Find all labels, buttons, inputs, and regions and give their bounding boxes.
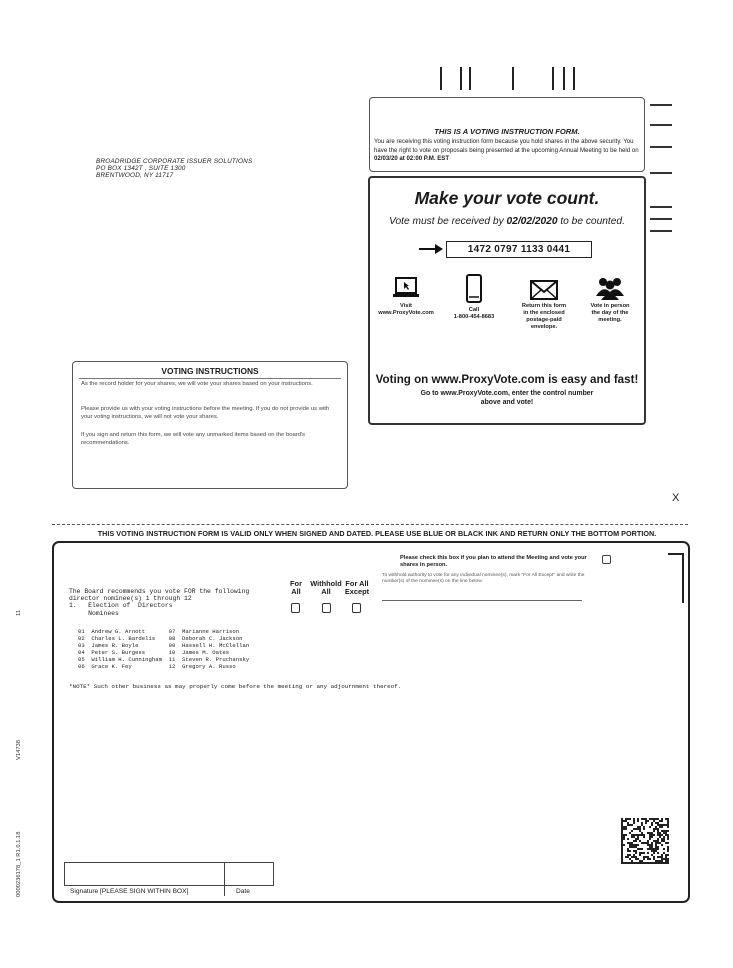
side-code-mid: V14738 <box>16 740 22 760</box>
barcode-bar <box>469 67 471 90</box>
sender-address <box>96 158 252 180</box>
sender-line: PO BOX 1342T , SUITE 1300 <box>96 165 186 173</box>
instructions-paragraph: As the record holder for your shares, we will vote your shares based on your instructions. <box>81 381 313 387</box>
option-in-person <box>578 276 642 324</box>
proxyvote-headline: Voting on www.ProxyVote.com is easy and fast! <box>375 373 639 386</box>
option-visit <box>374 276 438 317</box>
sender-line: BROADRIDGE CORPORATE ISSUER SOLUTIONS <box>96 158 253 165</box>
signature-date-divider <box>224 862 225 896</box>
proxyvote-instructions: Go to www.ProxyVote.com, enter the control number above and vote! <box>420 390 594 406</box>
vote-headline: Make your vote count. <box>414 188 600 208</box>
other-business-note: *NOTE* Such other business as may properly come before the meeting or any adjournment thereof. <box>69 683 402 690</box>
envelope-icon <box>530 280 558 300</box>
control-number: 1472 0797 1133 0441 <box>446 241 592 258</box>
barcode-bar <box>512 67 514 90</box>
option-mail <box>510 280 578 331</box>
barcode-bar <box>460 67 462 90</box>
withhold-all-checkbox[interactable] <box>322 603 331 613</box>
deadline-date: 02/02/2020 <box>506 216 558 227</box>
option-visit-label: Visit www.ProxyVote.com <box>378 303 434 316</box>
voting-instructions-title: VOTING INSTRUCTIONS <box>161 366 259 376</box>
col-for-all-except: For All Except <box>344 579 370 596</box>
edge-mark <box>650 230 672 232</box>
vif-notice-body <box>374 138 640 164</box>
for-all-checkbox[interactable] <box>291 603 300 613</box>
attend-meeting-text: Please check this box if you plan to attend the Meeting and vote your shares in person. <box>400 555 587 568</box>
instructions-paragraph: Please provide us with your voting instructions before the meeting. If you do not provide us with your voting instructions, we will not vote your shares. <box>81 406 330 420</box>
nominee-list: 01 Andrew G. Arnott 07 Marianne Harrison 02 Charles L. Bardelis 08 Deborah C. Jackson 03 James R. Boyle 09 Hassell H. McClellan 04 Peter S. Burgess 10 James M. Oates 05 William H. Cunningham 11 Steven R. Pruchansky 06 Grace K. Fey 12 Gregory A. Russo <box>78 628 250 671</box>
barcode-bar <box>552 67 554 90</box>
attend-meeting-checkbox[interactable] <box>602 555 611 564</box>
edge-mark <box>650 146 672 148</box>
people-icon <box>595 276 625 300</box>
for-all-except-checkbox[interactable] <box>352 603 361 613</box>
phone-icon <box>465 274 483 304</box>
meeting-date: 02/03/20 at 02:00 P.M. EST <box>374 155 450 163</box>
registration-corner <box>668 553 684 603</box>
signature-box[interactable] <box>64 862 274 886</box>
cut-line <box>52 524 688 525</box>
edge-mark <box>650 218 672 220</box>
side-code-top: 11 <box>16 609 22 616</box>
except-nominee-line[interactable] <box>382 600 582 601</box>
datamatrix-code <box>621 818 669 864</box>
option-in-person-label: Vote in person the day of the meeting. <box>590 303 630 323</box>
voting-instructions-box <box>72 361 348 489</box>
option-call-label: Call 1-800-454-8683 <box>453 307 495 320</box>
edge-mark <box>650 172 672 174</box>
instructions-paragraph: If you sign and return this form, we will vote any unmarked items based on the board's recommendations. <box>81 432 306 446</box>
side-code-bottom: 0000236178_1 R1.0.1.18 <box>16 831 22 897</box>
signature-label: Signature [PLEASE SIGN WITHIN BOX] <box>70 888 189 895</box>
withhold-instructions: To withhold authority to vote for any individual nominee(s), mark "For All Except" and write the number(s) of the nominee(s) on the line below. <box>382 573 585 584</box>
sender-line: BRENTWOOD, NY 11717 <box>96 172 174 180</box>
vif-notice-text: You are receiving this voting instruction form because you hold shares in the above security. You have the right to vote on proposals being presented at the upcoming Annual Meeting to be held on <box>374 138 639 154</box>
edge-mark <box>650 206 672 208</box>
col-for-all: For All <box>290 579 302 596</box>
vif-notice-title: THIS IS A VOTING INSTRUCTION FORM. <box>434 127 580 136</box>
x-mark: X <box>672 492 680 504</box>
divider <box>79 378 341 379</box>
cut-notice: THIS VOTING INSTRUCTION FORM IS VALID ONLY WHEN SIGNED AND DATED. PLEASE USE BLUE OR BLACK INK AND RETURN ONLY THE BOTTOM PORTION. <box>97 529 657 538</box>
board-recommendation: The Board recommends you vote FOR the following director nominee(s) 1 through 12 1. Election of Directors Nominees <box>69 588 250 617</box>
laptop-icon <box>392 276 420 300</box>
deadline-pre: Vote must be received by <box>389 216 507 227</box>
barcode-bar <box>440 67 442 90</box>
vote-options-box <box>368 176 646 425</box>
col-withhold-all: Withhold All <box>310 579 342 596</box>
option-mail-label: Return this form in the enclosed postage-paid envelope. <box>521 303 567 330</box>
vote-deadline <box>370 216 644 227</box>
edge-mark <box>650 104 672 106</box>
option-call <box>442 274 506 321</box>
date-label: Date <box>236 888 250 895</box>
edge-mark <box>650 124 672 126</box>
deadline-post: to be counted. <box>557 216 625 227</box>
vif-notice-box <box>369 97 645 172</box>
barcode-bar <box>563 67 565 90</box>
arrow-right-icon <box>418 243 444 255</box>
barcode-bar <box>573 67 575 90</box>
